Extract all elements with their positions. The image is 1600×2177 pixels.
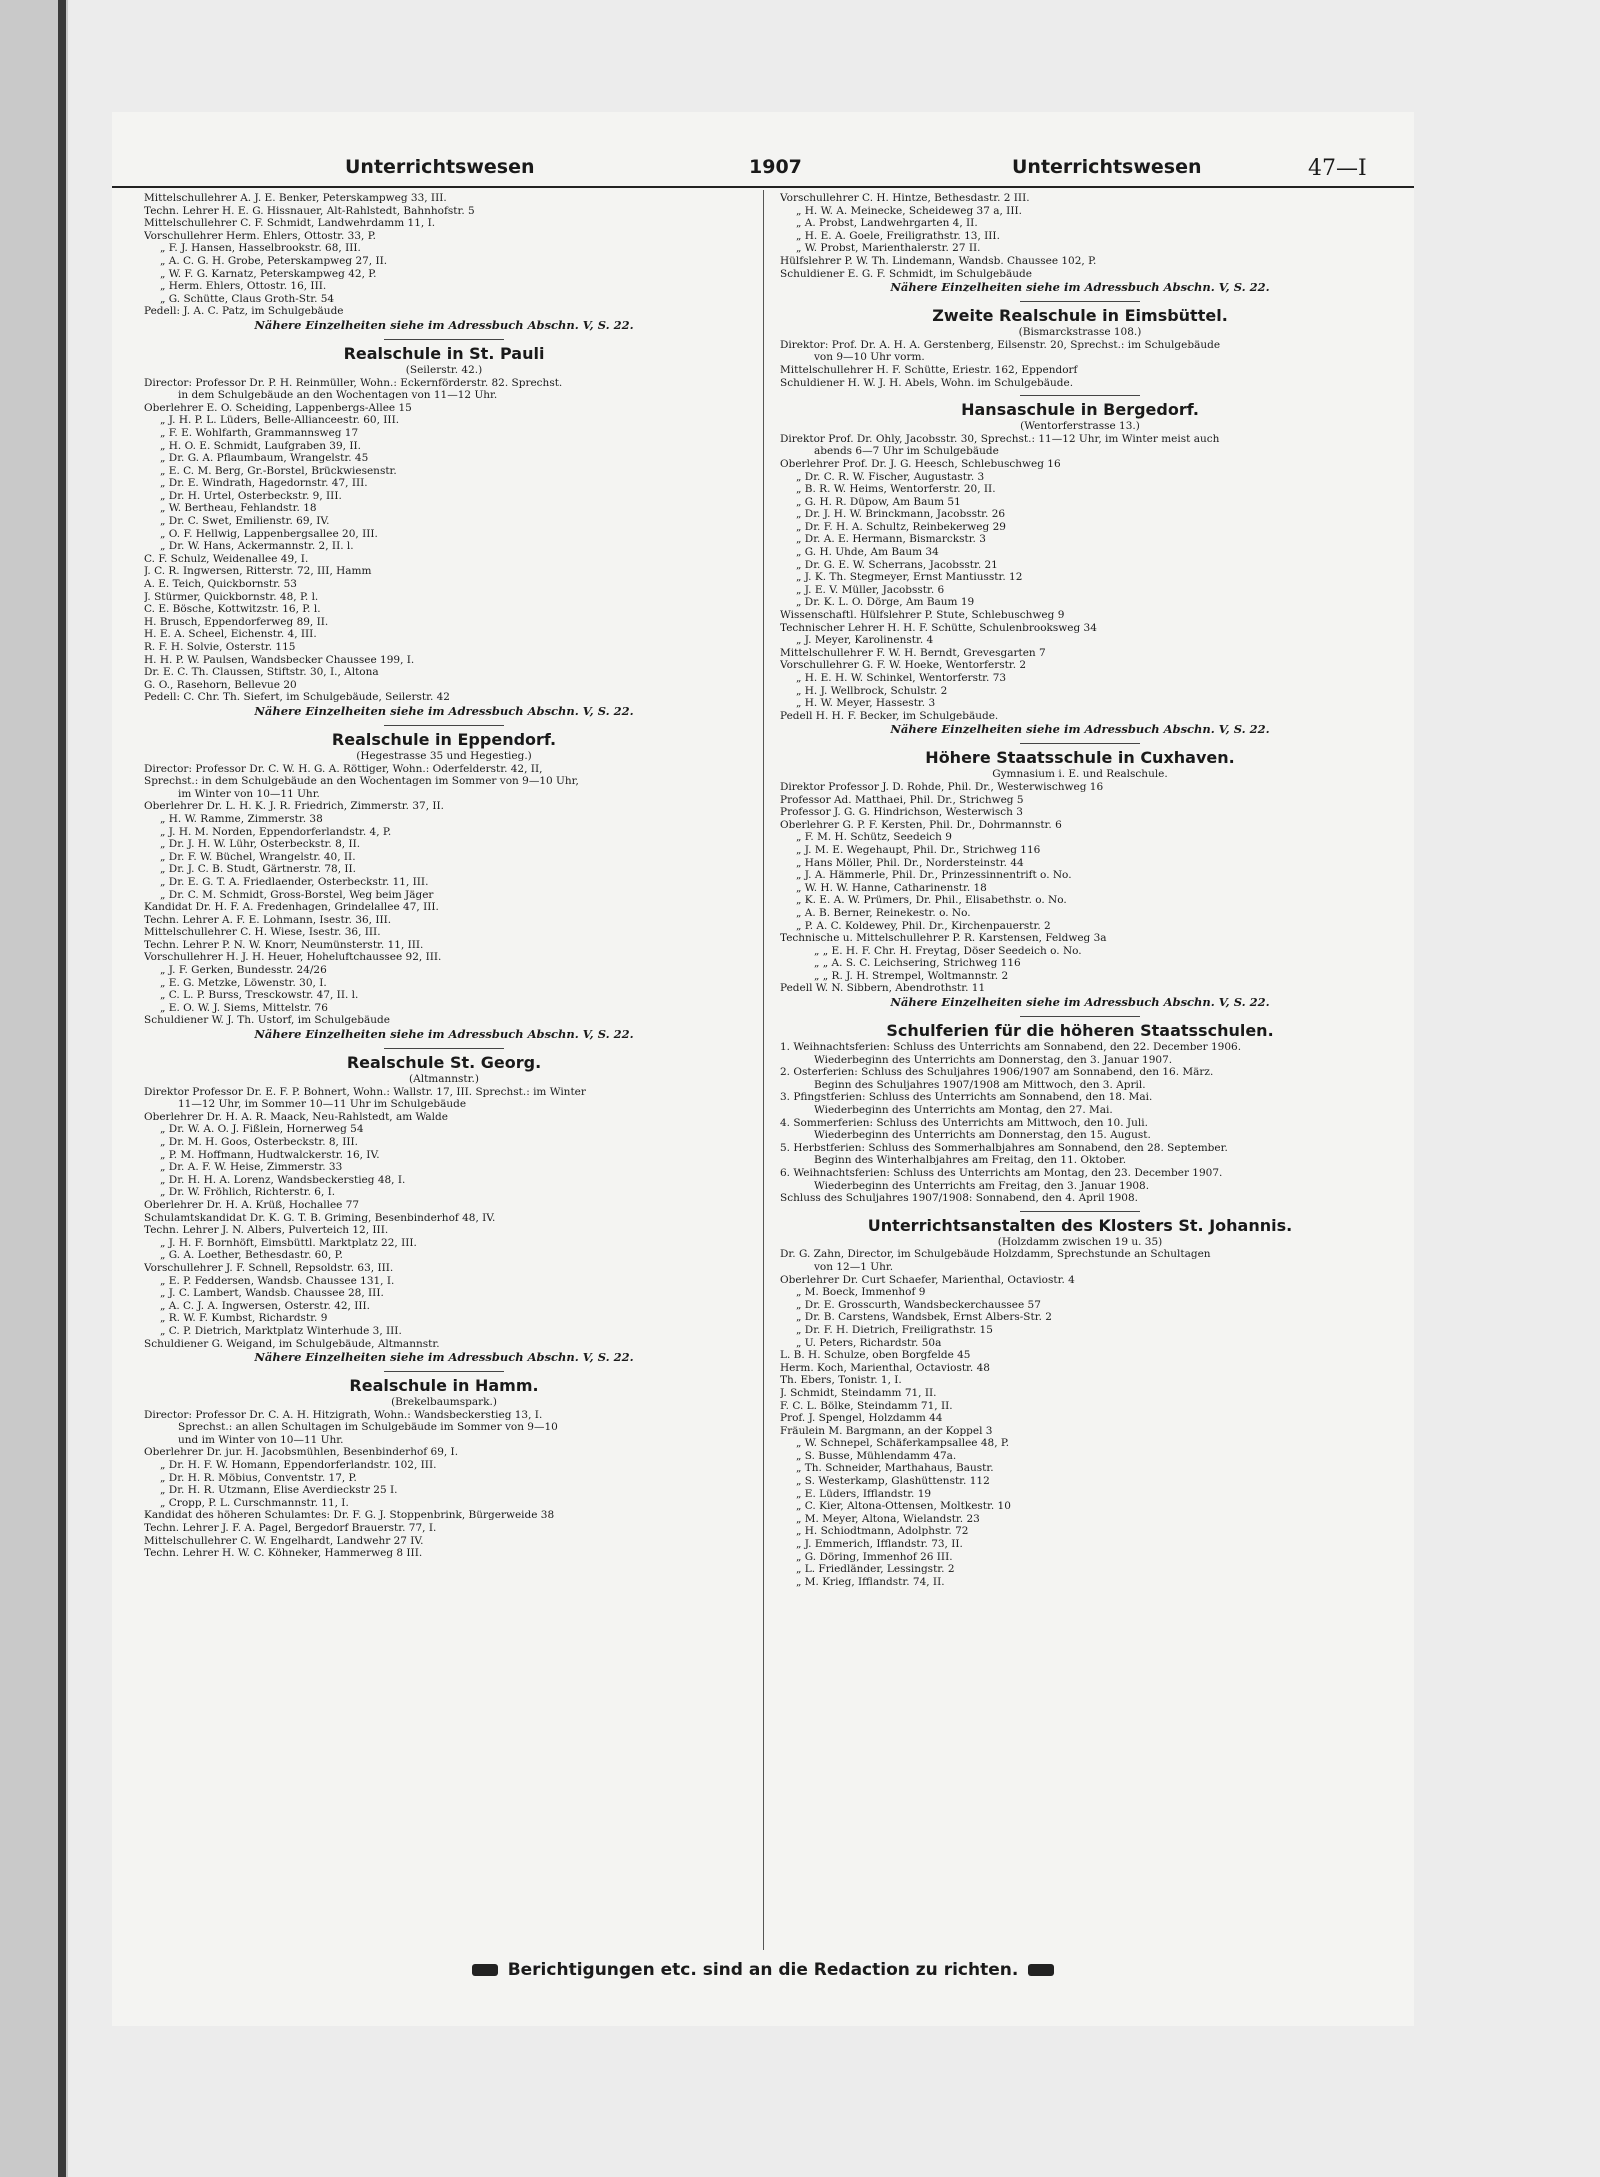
staff-entry: „ Dr. W. Hans, Ackermannstr. 2, II. l.: [160, 540, 354, 553]
staff-entry: Techn. Lehrer H. E. G. Hissnauer, Alt-Rahlstedt, Bahnhofstr. 5: [144, 204, 475, 217]
staff-entry: 3. Pfingstferien: Schluss des Unterrichts am Sonnabend, den 18. Mai.: [780, 1091, 1153, 1104]
binding-edge: [58, 0, 66, 2177]
section-divider: [1020, 395, 1140, 396]
staff-entry: Mittelschullehrer A. J. E. Benker, Peterskampweg 33, III.: [144, 192, 447, 204]
staff-entry: „ G. A. Loether, Bethesdastr. 60, P.: [160, 1249, 343, 1262]
section-address: (Altmannstr.): [409, 1073, 479, 1086]
section-divider: [1020, 301, 1140, 302]
section-address: (Seilerstr. 42.): [405, 363, 483, 376]
reference-note: Nähere Einzelheiten siehe im Adressbuch Abschn. V, S. 22.: [254, 1350, 634, 1365]
continuation-line: Wiederbeginn des Unterrichts am Donnerstag, den 15. August.: [814, 1129, 1151, 1142]
section-divider: [1020, 743, 1140, 744]
staff-entry: Oberlehrer Dr. H. A. R. Maack, Neu-Rahlstedt, am Walde: [144, 1110, 448, 1123]
staff-entry: „ E. P. Feddersen, Wandsb. Chaussee 131, I.: [160, 1274, 395, 1287]
staff-entry: „ J. H. M. Norden, Eppendorferlandstr. 4, P.: [160, 825, 392, 838]
staff-entry: Techn. Lehrer J. F. A. Pagel, Bergedorf Brauerstr. 77, I.: [144, 1522, 437, 1535]
staff-entry: Techn. Lehrer H. W. C. Köhneker, Hammerweg 8 III.: [144, 1547, 423, 1560]
continuation-line: Sprechst.: an allen Schultagen im Schulgebäude im Sommer von 9—10: [178, 1421, 558, 1434]
section-title: Realschule in Hamm.: [349, 1376, 539, 1396]
staff-entry: 2. Osterferien: Schluss des Schuljahres 1906/1907 am Sonnabend, den 16. März.: [780, 1066, 1214, 1079]
staff-entry: „ J. M. E. Wegehaupt, Phil. Dr., Strichweg 116: [796, 843, 1041, 856]
staff-entry: „ Dr. A. E. Hermann, Bismarckstr. 3: [796, 533, 986, 546]
staff-entry: „ Th. Schneider, Marthahaus, Baustr.: [796, 1462, 994, 1475]
staff-entry: Oberlehrer Dr. Curt Schaefer, Marienthal, Octaviostr. 4: [780, 1273, 1075, 1286]
staff-entry: „ W. Schnepel, Schäferkampsallee 48, P.: [796, 1437, 1010, 1450]
pointing-hand-icon: [1028, 1964, 1054, 1976]
staff-entry: „ W. Bertheau, Fehlandstr. 18: [160, 502, 317, 515]
staff-entry: „ Dr. E. Grosscurth, Wandsbeckerchaussee 57: [796, 1298, 1041, 1311]
staff-entry: Professor J. G. G. Hindrichson, Westerwisch 3: [780, 806, 1023, 819]
staff-entry: Technische u. Mittelschullehrer P. R. Karstensen, Feldweg 3a: [780, 932, 1107, 945]
section-divider: [384, 725, 504, 726]
continuation-line: „ „ R. J. H. Strempel, Woltmannstr. 2: [814, 969, 1009, 982]
staff-entry: „ H. W. Meyer, Hassestr. 3: [796, 697, 936, 710]
continuation-line: „ „ A. S. C. Leichsering, Strichweg 116: [814, 957, 1021, 970]
section-address: Gymnasium i. E. und Realschule.: [992, 768, 1168, 781]
reference-note: Nähere Einzelheiten siehe im Adressbuch Abschn. V, S. 22.: [890, 995, 1270, 1010]
staff-entry: Schuldiener W. J. Th. Ustorf, im Schulgebäude: [144, 1014, 390, 1027]
column-divider: [763, 190, 764, 1950]
staff-entry: Schuldiener G. Weigand, im Schulgebäude, Altmannstr.: [144, 1337, 440, 1350]
staff-entry: H. Brusch, Eppendorferweg 89, II.: [144, 615, 329, 628]
staff-entry: C. E. Bösche, Kottwitzstr. 16, P. l.: [144, 603, 321, 616]
staff-entry: Vorschullehrer Herm. Ehlers, Ottostr. 33, P.: [144, 229, 376, 242]
page-footer: [112, 1960, 1414, 1980]
staff-entry: „ Dr. F. H. A. Schultz, Reinbekerweg 29: [796, 520, 1006, 533]
continuation-line: im Winter von 10—11 Uhr.: [178, 787, 320, 800]
staff-entry: „ O. F. Hellwig, Lappenbergsallee 20, III.: [160, 527, 378, 540]
staff-entry: „ F. J. Hansen, Hasselbrookstr. 68, III.: [160, 242, 361, 255]
staff-entry: „ J. Emmerich, Ifflandstr. 73, II.: [796, 1538, 963, 1551]
continuation-line: in dem Schulgebäude an den Wochentagen von 11—12 Uhr.: [178, 389, 498, 402]
staff-entry: „ Dr. J. H. W. Lühr, Osterbeckstr. 8, II.: [160, 838, 361, 851]
staff-entry: „ A. C. G. H. Grobe, Peterskampweg 27, II.: [160, 254, 388, 267]
staff-entry: „ A. Probst, Landwehrgarten 4, II.: [796, 217, 978, 230]
staff-entry: H. H. P. W. Paulsen, Wandsbecker Chaussee 199, I.: [144, 653, 415, 666]
staff-entry: „ E. Lüders, Ifflandstr. 19: [796, 1487, 932, 1500]
staff-entry: „ Dr. C. R. W. Fischer, Augustastr. 3: [796, 470, 985, 483]
staff-entry: Professor Ad. Matthaei, Phil. Dr., Strichweg 5: [780, 793, 1024, 806]
staff-entry: Techn. Lehrer J. N. Albers, Pulverteich 12, III.: [144, 1224, 389, 1237]
continuation-line: Wiederbeginn des Unterrichts am Montag, den 27. Mai.: [814, 1104, 1113, 1117]
staff-entry: Direktor Professor J. D. Rohde, Phil. Dr., Westerwischweg 16: [780, 780, 1104, 793]
page-header: [112, 156, 1414, 186]
header-left-title: Unterrichtswesen: [345, 156, 535, 178]
staff-entry: Hülfslehrer P. W. Th. Lindemann, Wandsb. Chaussee 102, P.: [780, 254, 1097, 267]
staff-entry: Director: Professor Dr. C. A. H. Hitzigrath, Wohn.: Wandsbeckerstieg 13, I.: [144, 1408, 543, 1421]
staff-entry: Oberlehrer E. O. Scheiding, Lappenbergs-Allee 15: [144, 401, 412, 414]
staff-entry: „ E. O. W. J. Siems, Mittelstr. 76: [160, 1001, 328, 1014]
document-page: [112, 112, 1414, 2026]
staff-entry: „ U. Peters, Richardstr. 50a: [796, 1336, 942, 1349]
staff-entry: Mittelschullehrer C. H. Wiese, Isestr. 36, III.: [144, 926, 381, 939]
staff-entry: Fräulein M. Bargmann, an der Koppel 3: [780, 1424, 993, 1437]
staff-entry: „ W. F. G. Karnatz, Peterskampweg 42, P.: [160, 267, 377, 280]
staff-entry: „ C. L. P. Burss, Tresckowstr. 47, II. l.: [160, 989, 359, 1002]
staff-entry: Pedell: C. Chr. Th. Siefert, im Schulgebäude, Seilerstr. 42: [144, 691, 450, 704]
section-title: Hansaschule in Bergedorf.: [961, 400, 1199, 420]
staff-entry: Prof. J. Spengel, Holzdamm 44: [780, 1412, 943, 1425]
staff-entry: „ J. C. Lambert, Wandsb. Chaussee 28, III.: [160, 1287, 384, 1300]
staff-entry: Pedell: J. A. C. Patz, im Schulgebäude: [144, 305, 344, 318]
section-address: (Holzdamm zwischen 19 u. 35): [997, 1235, 1163, 1248]
staff-entry: „ P. A. C. Koldewey, Phil. Dr., Kirchenpauerstr. 2: [796, 919, 1051, 932]
staff-entry: Kandidat des höheren Schulamtes: Dr. F. G. J. Stoppenbrink, Bürgerweide 38: [144, 1509, 555, 1522]
staff-entry: Pedell W. N. Sibbern, Abendrothstr. 11: [780, 982, 986, 995]
reference-note: Nähere Einzelheiten siehe im Adressbuch Abschn. V, S. 22.: [254, 703, 634, 718]
staff-entry: J. Schmidt, Steindamm 71, II.: [780, 1386, 937, 1399]
staff-entry: „ Dr. H. H. A. Lorenz, Wandsbeckerstieg 48, I.: [160, 1173, 406, 1186]
section-title: Zweite Realschule in Eimsbüttel.: [932, 306, 1228, 326]
staff-entry: Oberlehrer Prof. Dr. J. G. Heesch, Schlebuschweg 16: [780, 457, 1061, 470]
staff-entry: „ H. E. H. W. Schinkel, Wentorferstr. 73: [796, 672, 1007, 684]
staff-entry: „ Dr. W. A. O. J. Fißlein, Hornerweg 54: [160, 1123, 364, 1136]
staff-entry: Dr. G. Zahn, Director, im Schulgebäude Holzdamm, Sprechstunde an Schultagen: [780, 1248, 1211, 1261]
staff-entry: „ W. H. W. Hanne, Catharinenstr. 18: [796, 881, 987, 894]
reference-note: Nähere Einzelheiten siehe im Adressbuch Abschn. V, S. 22.: [254, 317, 634, 332]
left-column: [144, 192, 744, 1952]
staff-entry: „ R. W. F. Kumbst, Richardstr. 9: [160, 1312, 328, 1325]
continuation-line: Beginn des Winterhalbjahres am Freitag, den 11. Oktober.: [814, 1154, 1127, 1167]
reference-note: Nähere Einzelheiten siehe im Adressbuch Abschn. V, S. 22.: [254, 1027, 634, 1042]
staff-entry: Director: Professor Dr. P. H. Reinmüller, Wohn.: Eckernförderstr. 82. Sprechst.: [144, 376, 563, 389]
staff-entry: „ Dr. E. G. T. A. Friedlaender, Osterbeckstr. 11, III.: [160, 875, 429, 888]
staff-entry: Herm. Koch, Marienthal, Octaviostr. 48: [780, 1361, 990, 1374]
staff-entry: „ Dr. M. H. Goos, Osterbeckstr. 8, III.: [160, 1136, 359, 1148]
staff-entry: Kandidat Dr. H. F. A. Fredenhagen, Grindelallee 47, III.: [144, 901, 439, 914]
staff-entry: „ G. Schütte, Claus Groth-Str. 54: [160, 292, 335, 305]
section-title: Realschule St. Georg.: [346, 1053, 542, 1073]
staff-entry: L. B. H. Schulze, oben Borgfelde 45: [780, 1349, 971, 1362]
continuation-line: und im Winter von 10—11 Uhr.: [178, 1433, 344, 1446]
staff-entry: Vorschullehrer J. F. Schnell, Repsoldstr. 63, III.: [144, 1261, 394, 1274]
staff-entry: Direktor Professor Dr. E. F. P. Bohnert, Wohn.: Wallstr. 17, III. Sprechst.: im Winter: [144, 1085, 586, 1098]
staff-entry: „ Dr. F. H. Dietrich, Freiligrathstr. 15: [796, 1323, 993, 1336]
staff-entry: „ Dr. W. Fröhlich, Richterstr. 6, I.: [160, 1186, 336, 1199]
staff-entry: „ J. E. V. Müller, Jacobsstr. 6: [796, 583, 945, 596]
staff-entry: Schulamtskandidat Dr. K. G. T. B. Griming, Besenbinderhof 48, IV.: [144, 1211, 496, 1224]
staff-entry: Mittelschullehrer F. W. H. Berndt, Grevesgarten 7: [780, 646, 1046, 659]
staff-entry: „ Cropp, P. L. Curschmannstr. 11, I.: [160, 1496, 349, 1509]
footer-note: Berichtigungen etc. sind an die Redaction zu richten.: [507, 1960, 1019, 1980]
staff-entry: „ S. Westerkamp, Glashüttenstr. 112: [796, 1475, 990, 1488]
staff-entry: „ E. G. Metzke, Löwenstr. 30, I.: [160, 976, 327, 989]
staff-entry: „ J. H. P. L. Lüders, Belle-Allianceestr. 60, III.: [160, 414, 400, 427]
section-title: Realschule in St. Pauli: [343, 343, 545, 363]
staff-entry: J. Stürmer, Quickbornstr. 48, P. l.: [144, 590, 319, 603]
staff-entry: 5. Herbstferien: Schluss des Sommerhalbjahres am Sonnabend, den 28. September.: [780, 1141, 1228, 1154]
staff-entry: „ J. K. Th. Stegmeyer, Ernst Mantiusstr. 12: [796, 571, 1023, 584]
continuation-line: von 9—10 Uhr vorm.: [814, 351, 925, 364]
staff-entry: „ H. J. Wellbrock, Schulstr. 2: [796, 684, 948, 697]
section-title: Schulferien für die höheren Staatsschulen.: [886, 1021, 1274, 1041]
staff-entry: Mittelschullehrer C. W. Engelhardt, Landwehr 27 IV.: [144, 1534, 424, 1547]
staff-entry: „ W. Probst, Marienthalerstr. 27 II.: [796, 242, 981, 255]
continuation-line: Wiederbeginn des Unterrichts am Donnerstag, den 3. Januar 1907.: [814, 1053, 1173, 1066]
staff-entry: Schuldiener E. G. F. Schmidt, im Schulgebäude: [780, 267, 1032, 280]
staff-entry: „ H. W. Ramme, Zimmerstr. 38: [160, 812, 323, 825]
staff-entry: Vorschullehrer G. F. W. Hoeke, Wentorferstr. 2: [780, 659, 1027, 672]
staff-entry: „ A. C. J. A. Ingwersen, Osterstr. 42, III.: [160, 1299, 371, 1312]
continuation-line: Wiederbeginn des Unterrichts am Freitag, den 3. Januar 1908.: [814, 1179, 1150, 1192]
staff-entry: Oberlehrer G. P. F. Kersten, Phil. Dr., Dohrmannstr. 6: [780, 818, 1062, 831]
section-address: (Hegestrasse 35 und Hegestieg.): [356, 749, 532, 762]
staff-entry: „ S. Busse, Mühlendamm 47a.: [796, 1449, 957, 1462]
staff-entry: „ F. M. H. Schütz, Seedeich 9: [796, 831, 952, 844]
staff-entry: „ Dr. E. Windrath, Hagedornstr. 47, III.: [160, 477, 368, 490]
staff-entry: H. E. A. Scheel, Eichenstr. 4, III.: [144, 628, 317, 641]
staff-entry: „ J. H. F. Bornhöft, Eimsbüttl. Marktplatz 22, III.: [160, 1236, 417, 1249]
staff-entry: „ M. Meyer, Altona, Wielandstr. 23: [796, 1512, 980, 1525]
staff-entry: „ Dr. K. L. O. Dörge, Am Baum 19: [796, 596, 975, 609]
section-title: Realschule in Eppendorf.: [331, 729, 557, 749]
staff-entry: „ Dr. F. W. Büchel, Wrangelstr. 40, II.: [160, 850, 356, 863]
staff-entry: „ H. W. A. Meinecke, Scheideweg 37 a, III.: [796, 204, 1022, 217]
continuation-line: 11—12 Uhr, im Sommer 10—11 Uhr im Schulgebäude: [178, 1098, 467, 1111]
staff-entry: „ Herm. Ehlers, Ottostr. 16, III.: [160, 280, 327, 293]
staff-entry: Oberlehrer Dr. H. A. Krüß, Hochallee 77: [144, 1198, 360, 1211]
staff-entry: „ P. M. Hoffmann, Hudtwalckerstr. 16, IV.: [160, 1148, 380, 1161]
staff-entry: Oberlehrer Dr. L. H. K. J. R. Friedrich, Zimmerstr. 37, II.: [144, 800, 445, 813]
section-address: (Wentorferstrasse 13.): [1020, 420, 1140, 433]
staff-entry: C. F. Schulz, Weidenallee 49, I.: [144, 552, 309, 565]
section-divider: [1020, 1211, 1140, 1212]
header-right-title: Unterrichtswesen: [1012, 156, 1202, 178]
staff-entry: Direktor: Prof. Dr. A. H. A. Gerstenberg, Eilsenstr. 20, Sprechst.: im Schulgebäude: [780, 338, 1221, 351]
staff-entry: „ Dr. J. C. B. Studt, Gärtnerstr. 78, II.: [160, 863, 357, 876]
staff-entry: Sprechst.: in dem Schulgebäude an den Wochentagen im Sommer von 9—10 Uhr,: [144, 775, 579, 788]
staff-entry: „ Dr. H. R. Utzmann, Elise Averdieckstr 25 I.: [160, 1484, 398, 1497]
staff-entry: „ Dr. H. F. W. Homann, Eppendorferlandstr. 102, III.: [160, 1459, 437, 1472]
staff-entry: Vorschullehrer C. H. Hintze, Bethesdastr. 2 III.: [780, 192, 1030, 204]
staff-entry: Vorschullehrer H. J. H. Heuer, Hoheluftchaussee 92, III.: [144, 951, 442, 964]
staff-entry: Schuldiener H. W. J. H. Abels, Wohn. im Schulgebäude.: [780, 376, 1074, 389]
staff-entry: Schluss des Schuljahres 1907/1908: Sonnabend, den 4. April 1908.: [780, 1192, 1139, 1205]
staff-entry: J. C. R. Ingwersen, Ritterstr. 72, III, Hamm: [144, 565, 372, 578]
staff-entry: „ H. E. A. Goele, Freiligrathstr. 13, III.: [796, 229, 1000, 242]
section-address: (Brekelbaumspark.): [391, 1396, 497, 1409]
staff-entry: „ M. Boeck, Immenhof 9: [796, 1286, 926, 1299]
staff-entry: Direktor Prof. Dr. Ohly, Jacobsstr. 30, Sprechst.: 11—12 Uhr, im Winter meist auch: [780, 432, 1220, 445]
staff-entry: „ Dr. B. Carstens, Wandsbek, Ernst Albers-Str. 2: [796, 1311, 1052, 1324]
staff-entry: „ Dr. G. A. Pflaumbaum, Wrangelstr. 45: [160, 452, 369, 465]
staff-entry: „ K. E. A. W. Prümers, Dr. Phil., Elisabethstr. o. No.: [796, 894, 1067, 907]
staff-entry: Th. Ebers, Tonistr. 1, I.: [780, 1374, 902, 1387]
staff-entry: „ Dr. H. R. Möbius, Conventstr. 17, P.: [160, 1471, 357, 1484]
staff-entry: „ H. Schiodtmann, Adolphstr. 72: [796, 1525, 969, 1538]
staff-entry: „ F. E. Wohlfarth, Grammannsweg 17: [160, 426, 359, 439]
staff-entry: „ Dr. G. E. W. Scherrans, Jacobsstr. 21: [796, 558, 998, 571]
staff-entry: „ J. A. Hämmerle, Phil. Dr., Prinzessinnentrift o. No.: [796, 869, 1072, 882]
continuation-line: „ „ E. H. F. Chr. H. Freytag, Döser Seedeich o. No.: [814, 944, 1082, 957]
staff-entry: „ C. P. Dietrich, Marktplatz Winterhude 3, III.: [160, 1324, 402, 1337]
section-address: (Bismarckstrasse 108.): [1018, 326, 1142, 339]
section-divider: [1020, 1016, 1140, 1017]
page-number: 47—I: [1308, 156, 1367, 181]
staff-entry: Pedell H. H. F. Becker, im Schulgebäude.: [780, 709, 999, 722]
staff-entry: A. E. Teich, Quickbornstr. 53: [144, 578, 297, 591]
staff-entry: R. F. H. Solvie, Osterstr. 115: [144, 641, 296, 653]
staff-entry: „ Dr. C. M. Schmidt, Gross-Borstel, Weg beim Jäger: [160, 888, 434, 901]
section-divider: [384, 1048, 504, 1049]
staff-entry: Dr. E. C. Th. Claussen, Stiftstr. 30, I., Altona: [144, 666, 379, 679]
staff-entry: Oberlehrer Dr. jur. H. Jacobsmühlen, Besenbinderhof 69, I.: [144, 1446, 459, 1459]
staff-entry: „ Dr. A. F. W. Heise, Zimmerstr. 33: [160, 1161, 343, 1174]
staff-entry: Director: Professor Dr. C. W. H. G. A. Röttiger, Wohn.: Oderfelderstr. 42, II,: [144, 762, 543, 775]
staff-entry: „ L. Friedländer, Lessingstr. 2: [796, 1563, 955, 1576]
staff-entry: Technischer Lehrer H. H. F. Schütte, Schulenbrooksweg 34: [780, 621, 1097, 634]
staff-entry: „ E. C. M. Berg, Gr.-Borstel, Brückwiesenstr.: [160, 464, 397, 477]
staff-entry: 4. Sommerferien: Schluss des Unterrichts am Mittwoch, den 10. Juli.: [780, 1116, 1148, 1129]
staff-entry: „ J. F. Gerken, Bundesstr. 24/26: [160, 964, 327, 977]
staff-entry: Techn. Lehrer A. F. E. Lohmann, Isestr. 36, III.: [144, 913, 392, 926]
staff-entry: „ C. Kier, Altona-Ottensen, Moltkestr. 10: [796, 1500, 1011, 1513]
staff-entry: Mittelschullehrer H. F. Schütte, Eriestr. 162, Eppendorf: [780, 363, 1078, 376]
reference-note: Nähere Einzelheiten siehe im Adressbuch Abschn. V, S. 22.: [890, 280, 1270, 295]
section-divider: [384, 1371, 504, 1372]
staff-entry: Techn. Lehrer P. N. W. Knorr, Neumünsterstr. 11, III.: [144, 938, 424, 951]
staff-entry: „ Hans Möller, Phil. Dr., Nordersteinstr. 44: [796, 856, 1024, 869]
staff-entry: G. O., Rasehorn, Bellevue 20: [144, 678, 297, 691]
continuation-line: abends 6—7 Uhr im Schulgebäude: [814, 445, 999, 458]
staff-entry: „ A. B. Berner, Reinekestr. o. No.: [796, 906, 971, 919]
section-divider: [384, 339, 504, 340]
pointing-hand-icon: [472, 1964, 498, 1976]
section-title: Höhere Staatsschule in Cuxhaven.: [925, 748, 1235, 768]
staff-entry: „ G. H. Uhde, Am Baum 34: [796, 546, 939, 559]
staff-entry: Wissenschaftl. Hülfslehrer P. Stute, Schlebuschweg 9: [780, 609, 1065, 622]
continuation-line: Beginn des Schuljahres 1907/1908 am Mittwoch, den 3. April.: [814, 1078, 1146, 1091]
staff-entry: „ G. Döring, Immenhof 26 III.: [796, 1550, 953, 1563]
header-year: 1907: [749, 156, 802, 178]
staff-entry: „ M. Krieg, Ifflandstr. 74, II.: [796, 1575, 945, 1588]
staff-entry: „ G. H. R. Düpow, Am Baum 51: [796, 495, 961, 508]
staff-entry: „ B. R. W. Heims, Wentorferstr. 20, II.: [796, 483, 996, 496]
staff-entry: „ H. O. E. Schmidt, Laufgraben 39, II.: [160, 439, 361, 452]
section-title: Unterrichtsanstalten des Klosters St. Johannis.: [867, 1215, 1293, 1235]
staff-entry: 1. Weihnachtsferien: Schluss des Unterrichts am Sonnabend, den 22. December 1906.: [780, 1041, 1242, 1054]
staff-entry: „ Dr. C. Swet, Emilienstr. 69, IV.: [160, 515, 330, 528]
reference-note: Nähere Einzelheiten siehe im Adressbuch Abschn. V, S. 22.: [890, 722, 1270, 737]
staff-entry: „ Dr. H. Urtel, Osterbeckstr. 9, III.: [160, 489, 342, 502]
staff-entry: F. C. L. Bölke, Steindamm 71, II.: [780, 1399, 953, 1412]
staff-entry: „ Dr. J. H. W. Brinckmann, Jacobsstr. 26: [796, 508, 1006, 521]
header-rule: [112, 186, 1414, 188]
continuation-line: von 12—1 Uhr.: [814, 1260, 894, 1273]
staff-entry: 6. Weihnachtsferien: Schluss des Unterrichts am Montag, den 23. December 1907.: [780, 1167, 1223, 1179]
right-column: [780, 192, 1380, 1952]
staff-entry: Mittelschullehrer C. F. Schmidt, Landwehrdamm 11, I.: [144, 217, 436, 230]
staff-entry: „ J. Meyer, Karolinenstr. 4: [796, 634, 934, 647]
